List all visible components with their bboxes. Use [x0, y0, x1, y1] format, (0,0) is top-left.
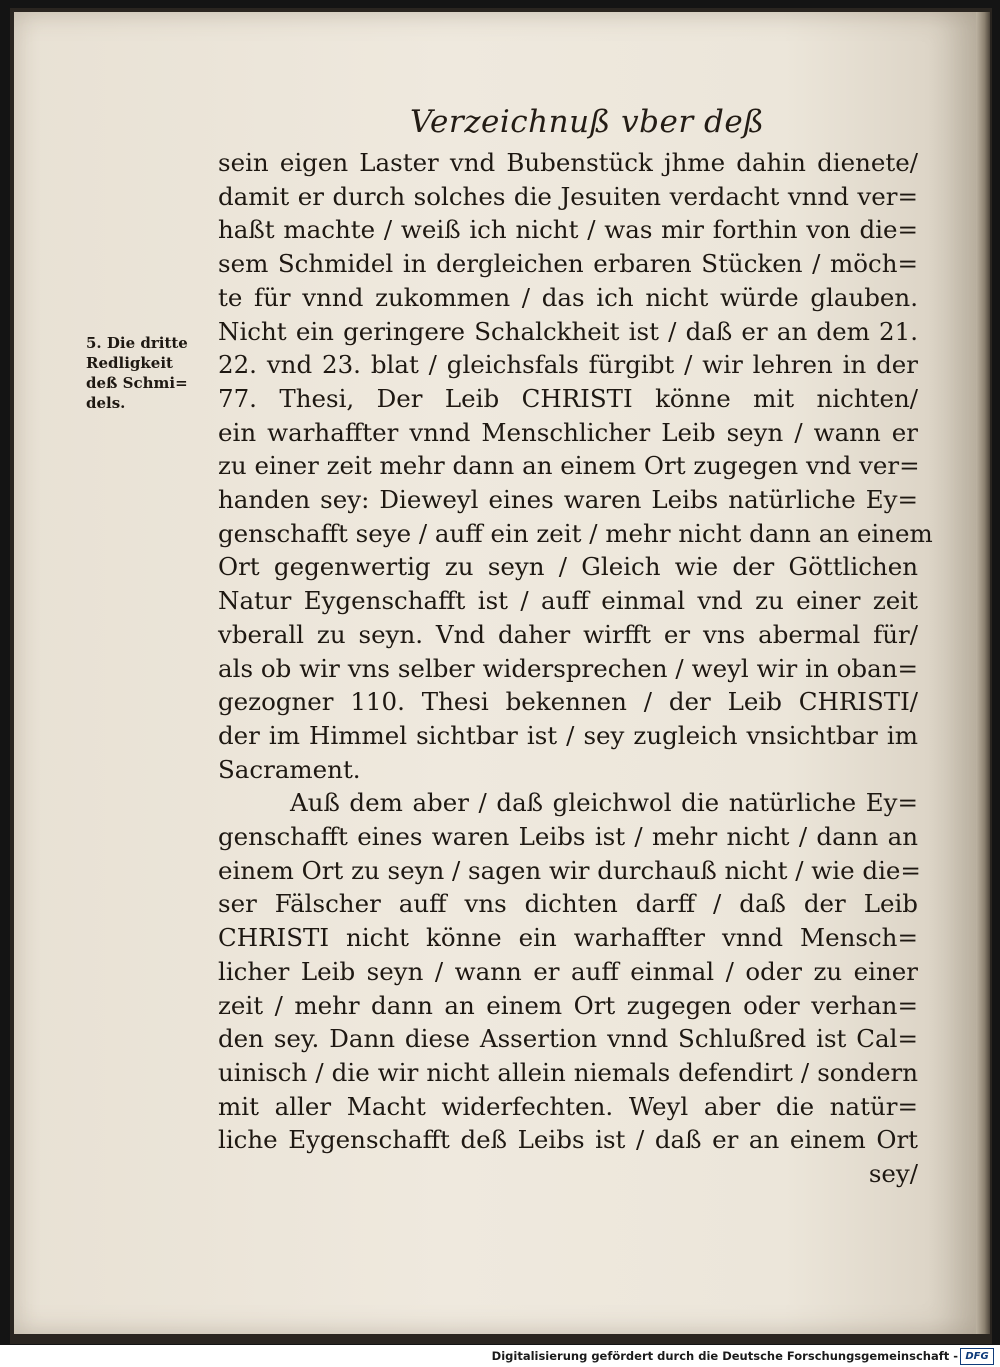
text-line: zu einer zeit mehr dann an einem Ort zugegen vnd ver= [218, 451, 920, 481]
text-line: sem Schmidel in dergleichen erbaren Stücken / möch= [218, 249, 918, 279]
text-line: Sacrament. [218, 754, 361, 784]
text-line: der im Himmel sichtbar ist / sey zugleich vnsichtbar im [218, 720, 918, 750]
text-line: licher Leib seyn / wann er auff einmal / oder zu einer [218, 956, 918, 986]
catchword: sey/ [868, 1159, 918, 1189]
text-line: damit er durch solches die Jesuiten verdacht vnnd ver= [218, 181, 918, 211]
text-line: 22. vnd 23. blat / gleichsfals fürgibt / wir lehren in der [218, 350, 918, 380]
text-line: 77. Thesi, Der Leib CHRISTI könne mit nichten/ [218, 383, 918, 413]
footer-bar [0, 1345, 1000, 1367]
marginal-note [86, 333, 216, 413]
text-line: CHRISTI nicht könne ein warhaffter vnnd Mensch= [218, 923, 918, 953]
text-line: sein eigen Laster vnd Bubenstück jhme dahin dienete/ [218, 148, 918, 177]
text-line: gezogner 110. Thesi bekennen / der Leib CHRISTI/ [218, 687, 918, 717]
text-line: haßt machte / weiß ich nicht / was mir forthin von die= [218, 215, 918, 245]
text-line: Nicht ein geringere Schalckheit ist / daß er an dem 21. [218, 316, 918, 346]
text-line: zeit / mehr dann an einem Ort zugegen oder verhan= [218, 990, 918, 1020]
text-line: vberall zu seyn. Vnd daher wirfft er vns abermal für/ [218, 619, 918, 649]
text-line: Auß dem aber / daß gleichwol die natürliche Ey= [290, 788, 918, 818]
page-edge [976, 12, 990, 1334]
footer-credit: Digitalisierung gefördert durch die Deutsche Forschungsgemeinschaft - [491, 1349, 958, 1363]
text-line: liche Eygenschafft deß Leibs ist / daß er an einem Ort [218, 1125, 918, 1155]
body-text [218, 146, 933, 1191]
marginal-note-line: Redligkeit [86, 354, 173, 372]
text-line: mit aller Macht widerfechten. Weyl aber die natür= [218, 1091, 918, 1121]
text-line: einem Ort zu seyn / sagen wir durchauß nicht / wie die= [218, 855, 921, 885]
text-line: als ob wir vns selber widersprechen / weyl wir in oban= [218, 653, 918, 683]
text-line: handen sey: Dieweyl eines waren Leibs natürliche Ey= [218, 485, 918, 515]
text-line: Ort gegenwertig zu seyn / Gleich wie der Göttlichen [218, 552, 918, 582]
text-line: uinisch / die wir nicht allein niemals defendirt / sondern [218, 1057, 918, 1087]
running-head: Verzeichnuß vber deß [410, 104, 765, 140]
text-line: genschafft eines waren Leibs ist / mehr nicht / dann an [218, 822, 918, 852]
text-line: genschafft seye / auff ein zeit / mehr nicht dann an einem [218, 518, 933, 548]
text-line: Natur Eygenschafft ist / auff einmal vnd zu einer zeit [218, 586, 918, 616]
text-line: den sey. Dann diese Assertion vnnd Schlußred ist Cal= [218, 1024, 918, 1054]
marginal-note-line: deß Schmi= [86, 374, 188, 392]
marginal-note-line: dels. [86, 394, 126, 412]
text-line: ser Fälscher auff vns dichten darff / daß der Leib [218, 889, 918, 919]
dfg-logo: DFG [960, 1348, 994, 1365]
text-line: ein warhaffter vnnd Menschlicher Leib seyn / wann er [218, 417, 918, 447]
text-line: te für vnnd zukommen / das ich nicht würde glauben. [218, 282, 918, 312]
marginal-note-line: 5. Die dritte [86, 334, 188, 352]
